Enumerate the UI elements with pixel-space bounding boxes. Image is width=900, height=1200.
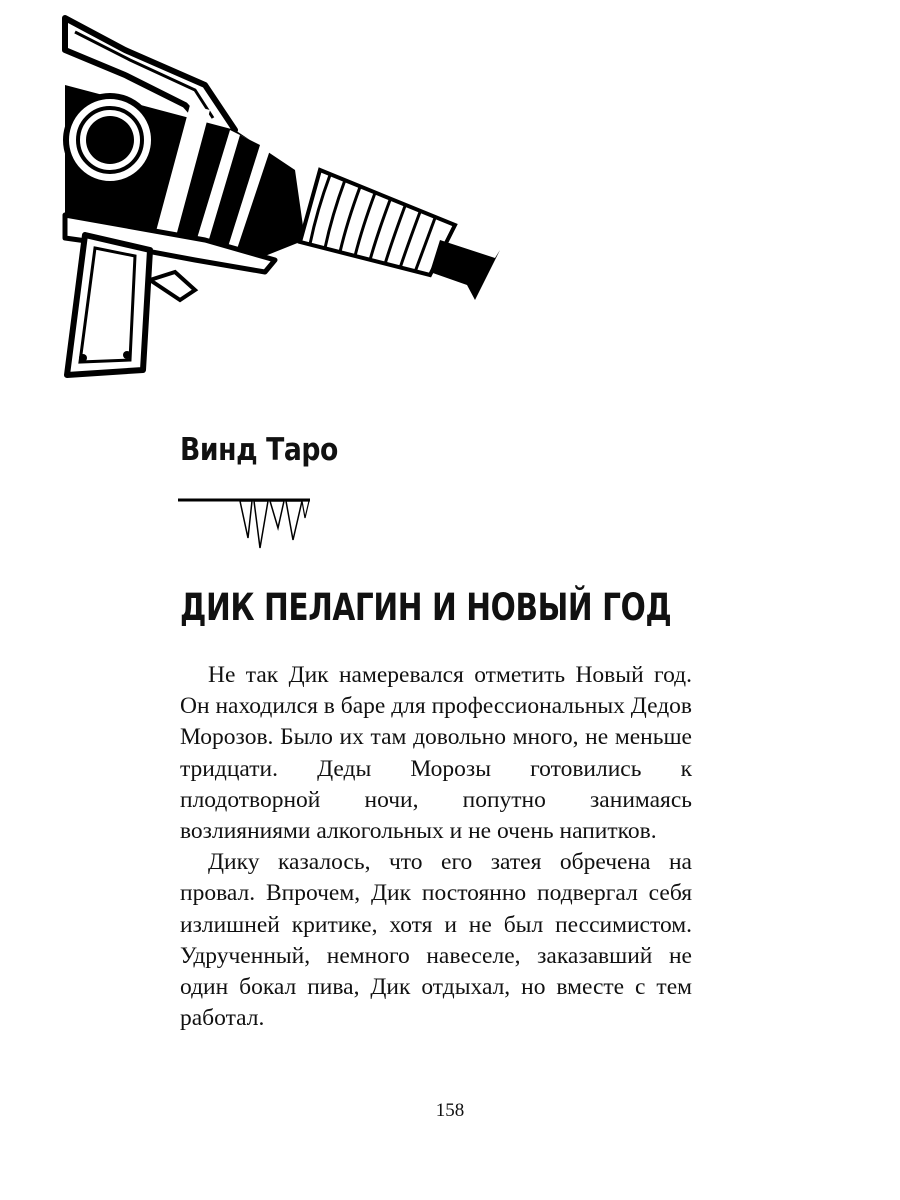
story-body <box>180 660 692 1034</box>
icicle-divider-icon <box>178 498 310 558</box>
paragraph-1: Не так Дик намеревался отметить Новый год. Он находился в баре для профессиональных Дедов Морозов. Было их там довольно много, не меньше тридцати. Деды Морозы готовились к плодотворной ночи, попутно занимаясь возлияниями алкогольных и не очень напитков. <box>180 662 692 845</box>
ray-gun-illustration-icon <box>55 10 515 390</box>
page-number: 158 <box>435 1100 465 1121</box>
author-name: Винд Таро <box>180 432 338 468</box>
paragraph-2: Дику казалось, что его затея обречена на провал. Впрочем, Дик постоянно подвергал себя излишней критике, хотя и не был пессимистом. Удрученный, немного навеселе, заказавший не один бокал пива, Дик отдыхал, но вместе с тем работал. <box>180 849 692 1032</box>
story-title: ДИК ПЕЛАГИН И НОВЫЙ ГОД <box>180 586 672 629</box>
